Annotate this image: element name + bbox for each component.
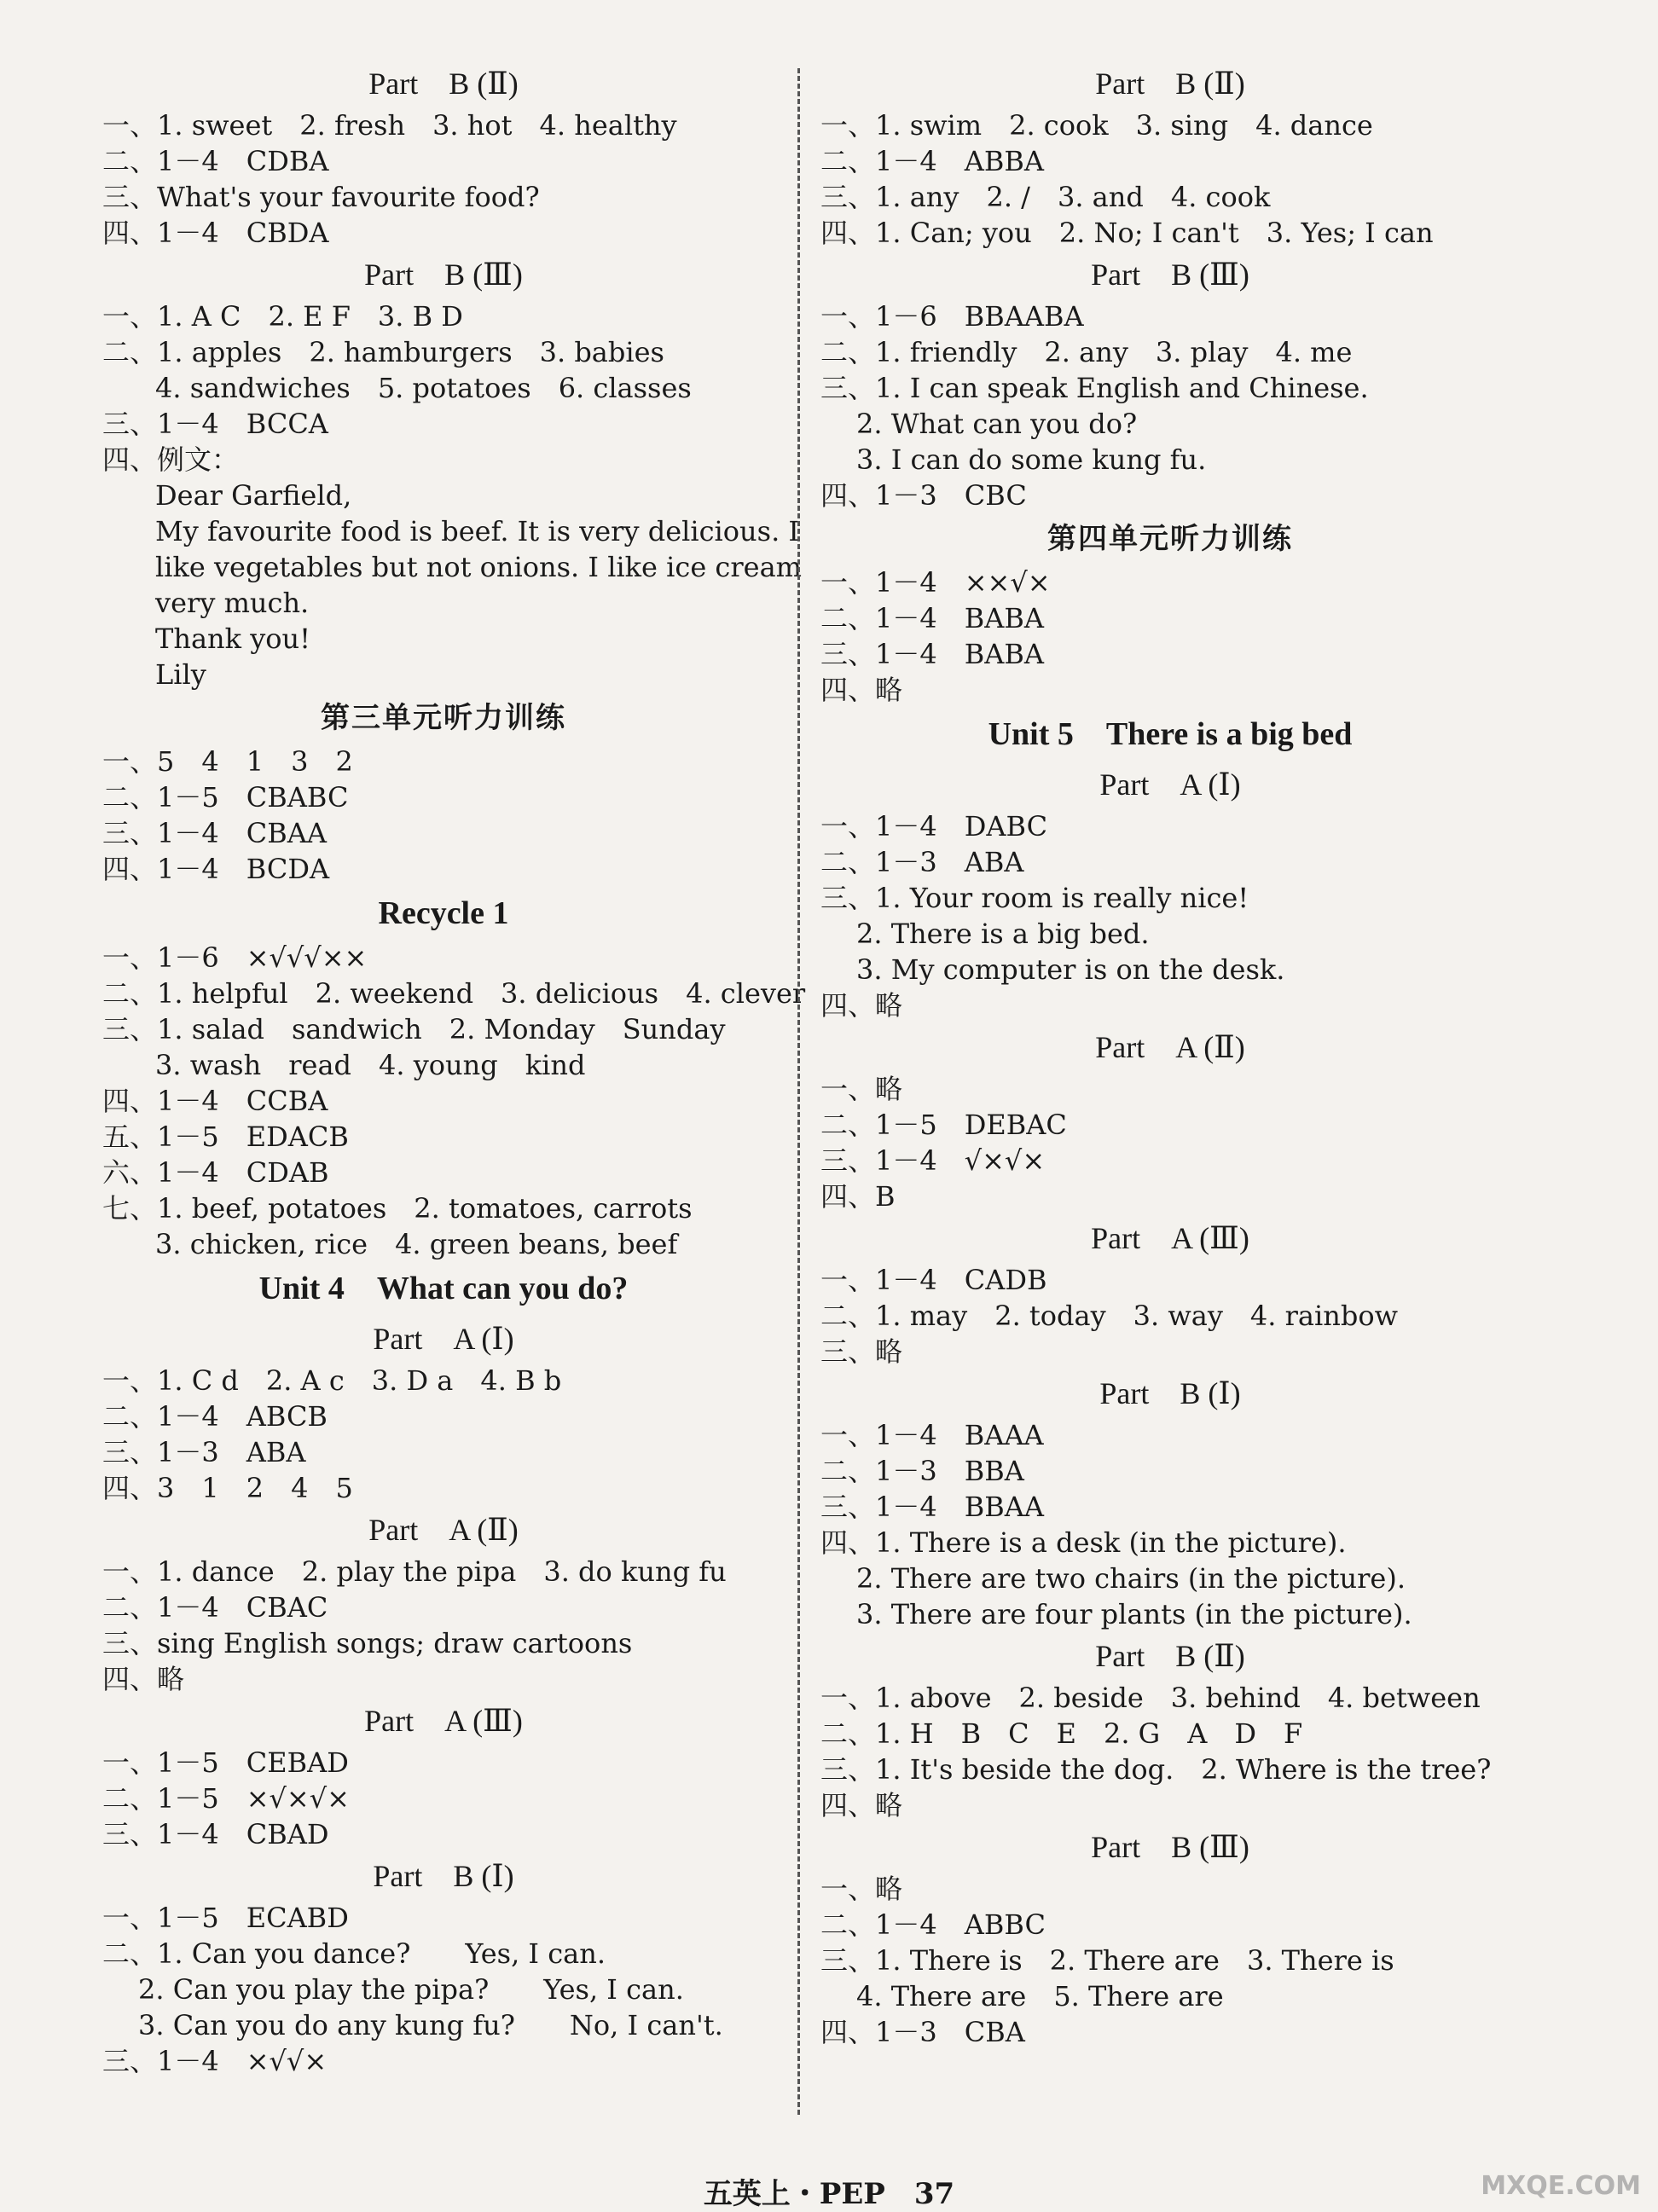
answer-line: 二、1. apples 2. hamburgers 3. babies — [102, 336, 664, 368]
answer-line: 一、5 4 1 3 2 — [102, 745, 353, 778]
answer-line: 三、1. I can speak English and Chinese. — [820, 372, 1369, 404]
unit-heading: Unit 5 There is a big bed — [988, 716, 1353, 752]
answer-line: 三、1－4 √×√× — [820, 1144, 1046, 1177]
answer-line: 三、What's your favourite food? — [102, 181, 540, 213]
section-heading: 第四单元听力训练 — [1047, 522, 1293, 556]
answer-line: 二、1－4 BABA — [820, 602, 1044, 634]
part-heading: Part A (Ⅰ) — [1099, 767, 1241, 802]
answer-line: 三、1－4 ×√√× — [102, 2045, 328, 2077]
part-heading: Part A (Ⅱ) — [1095, 1030, 1245, 1064]
answer-line-indent: Thank you! — [155, 622, 311, 655]
part-heading: Part B (Ⅰ) — [373, 1859, 514, 1893]
part-heading: Part A (Ⅲ) — [364, 1704, 523, 1738]
answer-line: 二、1. H B C E 2. G A D F — [820, 1717, 1303, 1750]
answer-line: 四、1－3 CBA — [820, 2016, 1025, 2048]
answer-line: 三、1－4 BABA — [820, 638, 1044, 670]
answer-line: 二、1－3 BBA — [820, 1455, 1024, 1487]
answer-line: 六、1－4 CDAB — [102, 1156, 329, 1189]
answer-line-indent: 2. There is a big bed. — [856, 918, 1150, 950]
answer-line-indent: 3. I can do some kung fu. — [856, 443, 1207, 476]
answer-line: 一、1. C d 2. A c 3. D a 4. B b — [102, 1364, 562, 1397]
answer-line: 一、1. swim 2. cook 3. sing 4. dance — [820, 109, 1373, 142]
answer-line: 二、1－5 CBABC — [102, 781, 349, 814]
answer-line-indent: 4. sandwiches 5. potatoes 6. classes — [155, 372, 692, 404]
answer-line: 四、B — [820, 1180, 896, 1213]
part-heading: Part B (Ⅱ) — [1095, 1639, 1245, 1673]
column-divider — [797, 68, 800, 2115]
answer-line: 四、略 — [820, 1789, 903, 1821]
answer-line: 三、略 — [820, 1335, 903, 1368]
part-heading: Part A (Ⅰ) — [373, 1322, 514, 1356]
unit-heading: Recycle 1 — [378, 895, 509, 931]
answer-line: 二、1－5 ×√×√× — [102, 1782, 350, 1815]
answer-line: 四、1－3 CBC — [820, 479, 1027, 512]
answer-line: 一、1－4 CADB — [820, 1264, 1047, 1296]
answer-line-indent: 3. wash read 4. young kind — [155, 1049, 586, 1081]
answer-line: 四、1－4 CBDA — [102, 217, 329, 249]
answer-line: 四、1－4 BCDA — [102, 853, 330, 885]
section-heading: 第三单元听力训练 — [321, 701, 566, 735]
answer-line-indent: 2. What can you do? — [856, 408, 1138, 440]
answer-line: 四、1－4 CCBA — [102, 1085, 328, 1117]
page-footer: 五英上・PEP 37 — [703, 2177, 955, 2211]
answer-line-indent: 3. chicken, rice 4. green beans, beef — [155, 1228, 678, 1260]
answer-line: 一、1－6 BBAABA — [820, 300, 1084, 333]
answer-line-indent: 3. My computer is on the desk. — [856, 953, 1285, 986]
answer-line: 二、1－4 ABCB — [102, 1400, 328, 1433]
right-column — [820, 60, 1520, 2050]
answer-line: 二、1. may 2. today 3. way 4. rainbow — [820, 1300, 1398, 1332]
answer-line: 二、1－4 CBAC — [102, 1591, 328, 1624]
answer-line: 二、1－4 ABBC — [820, 1908, 1046, 1941]
answer-line: 三、1－4 CBAA — [102, 817, 327, 849]
answer-line: 三、1. salad sandwich 2. Monday Sunday — [102, 1013, 726, 1045]
answer-line: 四、略 — [820, 674, 903, 706]
left-column — [102, 60, 806, 2079]
answer-line: 三、1. any 2. / 3. and 4. cook — [820, 181, 1271, 213]
answer-line-indent: 2. There are two chairs (in the picture). — [856, 1562, 1406, 1595]
answer-line: 三、1. It's beside the dog. 2. Where is the tree? — [820, 1753, 1492, 1786]
answer-line: 二、1. Can you dance? Yes, I can. — [102, 1937, 606, 1970]
answer-line: 五、1－5 EDACB — [102, 1120, 349, 1153]
answer-line: 三、1. There is 2. There are 3. There is — [820, 1944, 1394, 1977]
answer-line: 一、1－5 CEBAD — [102, 1746, 349, 1779]
answer-line-indent: very much. — [155, 587, 310, 619]
watermark-logo: MXQE.COM — [1481, 2171, 1641, 2201]
answer-line: 一、1－5 ECABD — [102, 1902, 349, 1934]
answer-line-indent: 3. There are four plants (in the picture). — [856, 1598, 1412, 1630]
answer-line: 一、1－4 BAAA — [820, 1419, 1044, 1451]
answer-line: 四、1. Can; you 2. No; I can't 3. Yes; I can — [820, 217, 1434, 249]
answer-line: 一、1. sweet 2. fresh 3. hot 4. healthy — [102, 109, 677, 142]
answer-line-indent: Lily — [155, 658, 206, 691]
answer-line: 一、1－6 ×√√√×× — [102, 941, 368, 974]
part-heading: Part A (Ⅲ) — [1091, 1221, 1249, 1255]
answer-line: 一、1. A C 2. E F 3. B D — [102, 300, 463, 333]
answer-line: 二、1－4 CDBA — [102, 145, 329, 177]
answer-line: 三、1－3 ABA — [102, 1436, 306, 1468]
answer-line: 一、1. above 2. beside 3. behind 4. between — [820, 1682, 1481, 1714]
answer-line: 二、1. friendly 2. any 3. play 4. me — [820, 336, 1353, 368]
answer-line: 一、1－4 DABC — [820, 810, 1048, 843]
answer-line-indent: 3. Can you do any kung fu? No, I can't. — [138, 2009, 723, 2041]
answer-line: 一、1－4 ××√× — [820, 566, 1051, 599]
answer-line: 四、3 1 2 4 5 — [102, 1472, 353, 1504]
part-heading: Part B (Ⅱ) — [368, 67, 519, 101]
answer-line-indent: My favourite food is beef. It is very delicious. I — [155, 515, 800, 547]
answer-line: 四、例文： — [102, 443, 240, 476]
answer-line: 一、略 — [820, 1873, 903, 1905]
part-heading: Part B (Ⅱ) — [1095, 67, 1245, 101]
answer-line: 一、1. dance 2. play the pipa 3. do kung fu — [102, 1555, 727, 1588]
part-heading: Part B (Ⅲ) — [1091, 1830, 1249, 1864]
answer-line-indent: 4. There are 5. There are — [856, 1980, 1224, 2012]
unit-heading: Unit 4 What can you do? — [258, 1271, 629, 1306]
answer-line: 三、1－4 BBAA — [820, 1491, 1044, 1523]
part-heading: Part B (Ⅲ) — [1091, 258, 1249, 292]
part-heading: Part B (Ⅰ) — [1099, 1376, 1241, 1410]
answer-line: 二、1－5 DEBAC — [820, 1109, 1067, 1141]
answer-line: 七、1. beef, potatoes 2. tomatoes, carrots — [102, 1192, 693, 1225]
answer-line: 二、1－4 ABBA — [820, 145, 1044, 177]
answer-line-indent: 2. Can you play the pipa? Yes, I can. — [138, 1973, 684, 2006]
answer-line: 四、略 — [820, 989, 903, 1022]
answer-line: 二、1. helpful 2. weekend 3. delicious 4. clever — [102, 977, 806, 1010]
answer-line: 三、1. Your room is really nice! — [820, 882, 1249, 914]
answer-line: 二、1－3 ABA — [820, 846, 1024, 878]
answer-line: 四、1. There is a desk (in the picture). — [820, 1526, 1347, 1559]
part-heading: Part B (Ⅲ) — [364, 258, 523, 292]
answer-line: 一、略 — [820, 1073, 903, 1105]
answer-line-indent: Dear Garfield, — [155, 479, 352, 512]
part-heading: Part A (Ⅱ) — [368, 1513, 519, 1547]
answer-line: 三、1－4 CBAD — [102, 1818, 329, 1850]
answer-line: 三、sing English songs; draw cartoons — [102, 1627, 633, 1659]
answer-line: 四、略 — [102, 1663, 185, 1695]
answer-line-indent: like vegetables but not onions. I like ice cream — [155, 551, 802, 583]
answer-line: 三、1－4 BCCA — [102, 408, 328, 440]
